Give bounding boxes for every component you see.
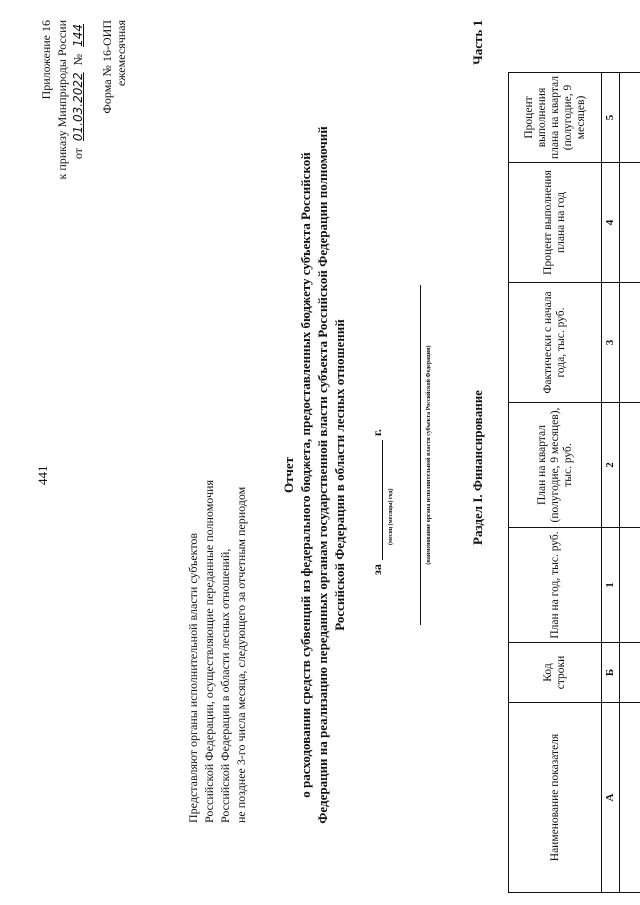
submitters-line: Российской Федерации, осуществляющие переданные полномочия: [202, 480, 216, 823]
table-cell: [620, 73, 640, 163]
column-number: 5: [602, 73, 620, 163]
date-prefix: от: [71, 148, 85, 160]
org-blank-line: [420, 285, 421, 625]
title-line: Федерации на реализацию переданных органам государственной власти субъекта Российской Федерации полномочий: [315, 126, 330, 824]
handwritten-date: 01.03.2022: [71, 72, 85, 142]
appendix-date-line: [70, 20, 86, 180]
report-title: [280, 105, 348, 845]
column-header: Процент выполнения плана на год: [509, 163, 602, 283]
column-header: Код строки: [509, 643, 602, 703]
column-number: 3: [602, 283, 620, 403]
column-number: 2: [602, 403, 620, 528]
form-code-block: [100, 20, 128, 114]
org-caption: (наименование органа исполнительной власти субъекта Российской Федерации): [426, 345, 432, 565]
table-cell: [620, 703, 640, 893]
table-cell: [620, 163, 640, 283]
column-header: Фактически с начала года, тыс. руб.: [509, 283, 602, 403]
submitters-line: не позднее 3-го числа месяца, следующего за отчетным периодом: [234, 486, 248, 823]
table-cell: [620, 528, 640, 643]
financing-table: [508, 72, 640, 893]
part-label: Часть 1: [470, 20, 485, 65]
period-blank-line: [382, 440, 383, 560]
appendix-line1: Приложение 16: [39, 20, 53, 100]
submitters-line: Российской Федерации в области лесных отношений,: [218, 548, 232, 823]
handwritten-number: 144: [71, 24, 85, 47]
column-number: А: [602, 703, 620, 893]
table-empty-row: [620, 73, 640, 893]
column-header: Процент выполнения плана на квартал (полугодие, 9 месяцев): [509, 73, 602, 163]
column-number: 4: [602, 163, 620, 283]
submitters-line: Представляют органы исполнительной власти субъектов: [186, 532, 200, 823]
column-header: План на год, тыс. руб.: [509, 528, 602, 643]
column-number: Б: [602, 643, 620, 703]
table-cell: [620, 403, 640, 528]
submitters-note: [185, 453, 249, 823]
period-caption: (месяц (месяцы) год): [388, 488, 394, 545]
column-header: Наименование показателя: [509, 703, 602, 893]
page-number: 441: [35, 465, 50, 485]
period-suffix: г.: [370, 429, 384, 437]
form-code: Форма № 16-ОИП: [100, 20, 114, 114]
number-prefix: №: [71, 53, 85, 66]
table-cell: [620, 283, 640, 403]
table-cell: [620, 643, 640, 703]
period-field: [370, 429, 385, 575]
title-line: о расходовании средств субвенций из федерального бюджета, предоставленных бюджету субъекта Российской: [298, 152, 313, 798]
title-heading: Отчет: [281, 457, 296, 493]
period-prefix: за: [370, 564, 384, 575]
column-number: 1: [602, 528, 620, 643]
title-line: Российской Федерации в области лесных отношений: [332, 319, 347, 631]
section-title: Раздел I. Финансирование: [470, 390, 485, 545]
table-header-row: [509, 73, 602, 893]
appendix-line2: к приказу Минприроды России: [55, 20, 69, 180]
appendix-header: [38, 20, 86, 180]
table-numbering-row: [602, 73, 620, 893]
column-header: План на квартал (полугодие, 9 месяцев), тыс. руб.: [509, 403, 602, 528]
form-periodicity: ежемесячная: [114, 20, 128, 87]
